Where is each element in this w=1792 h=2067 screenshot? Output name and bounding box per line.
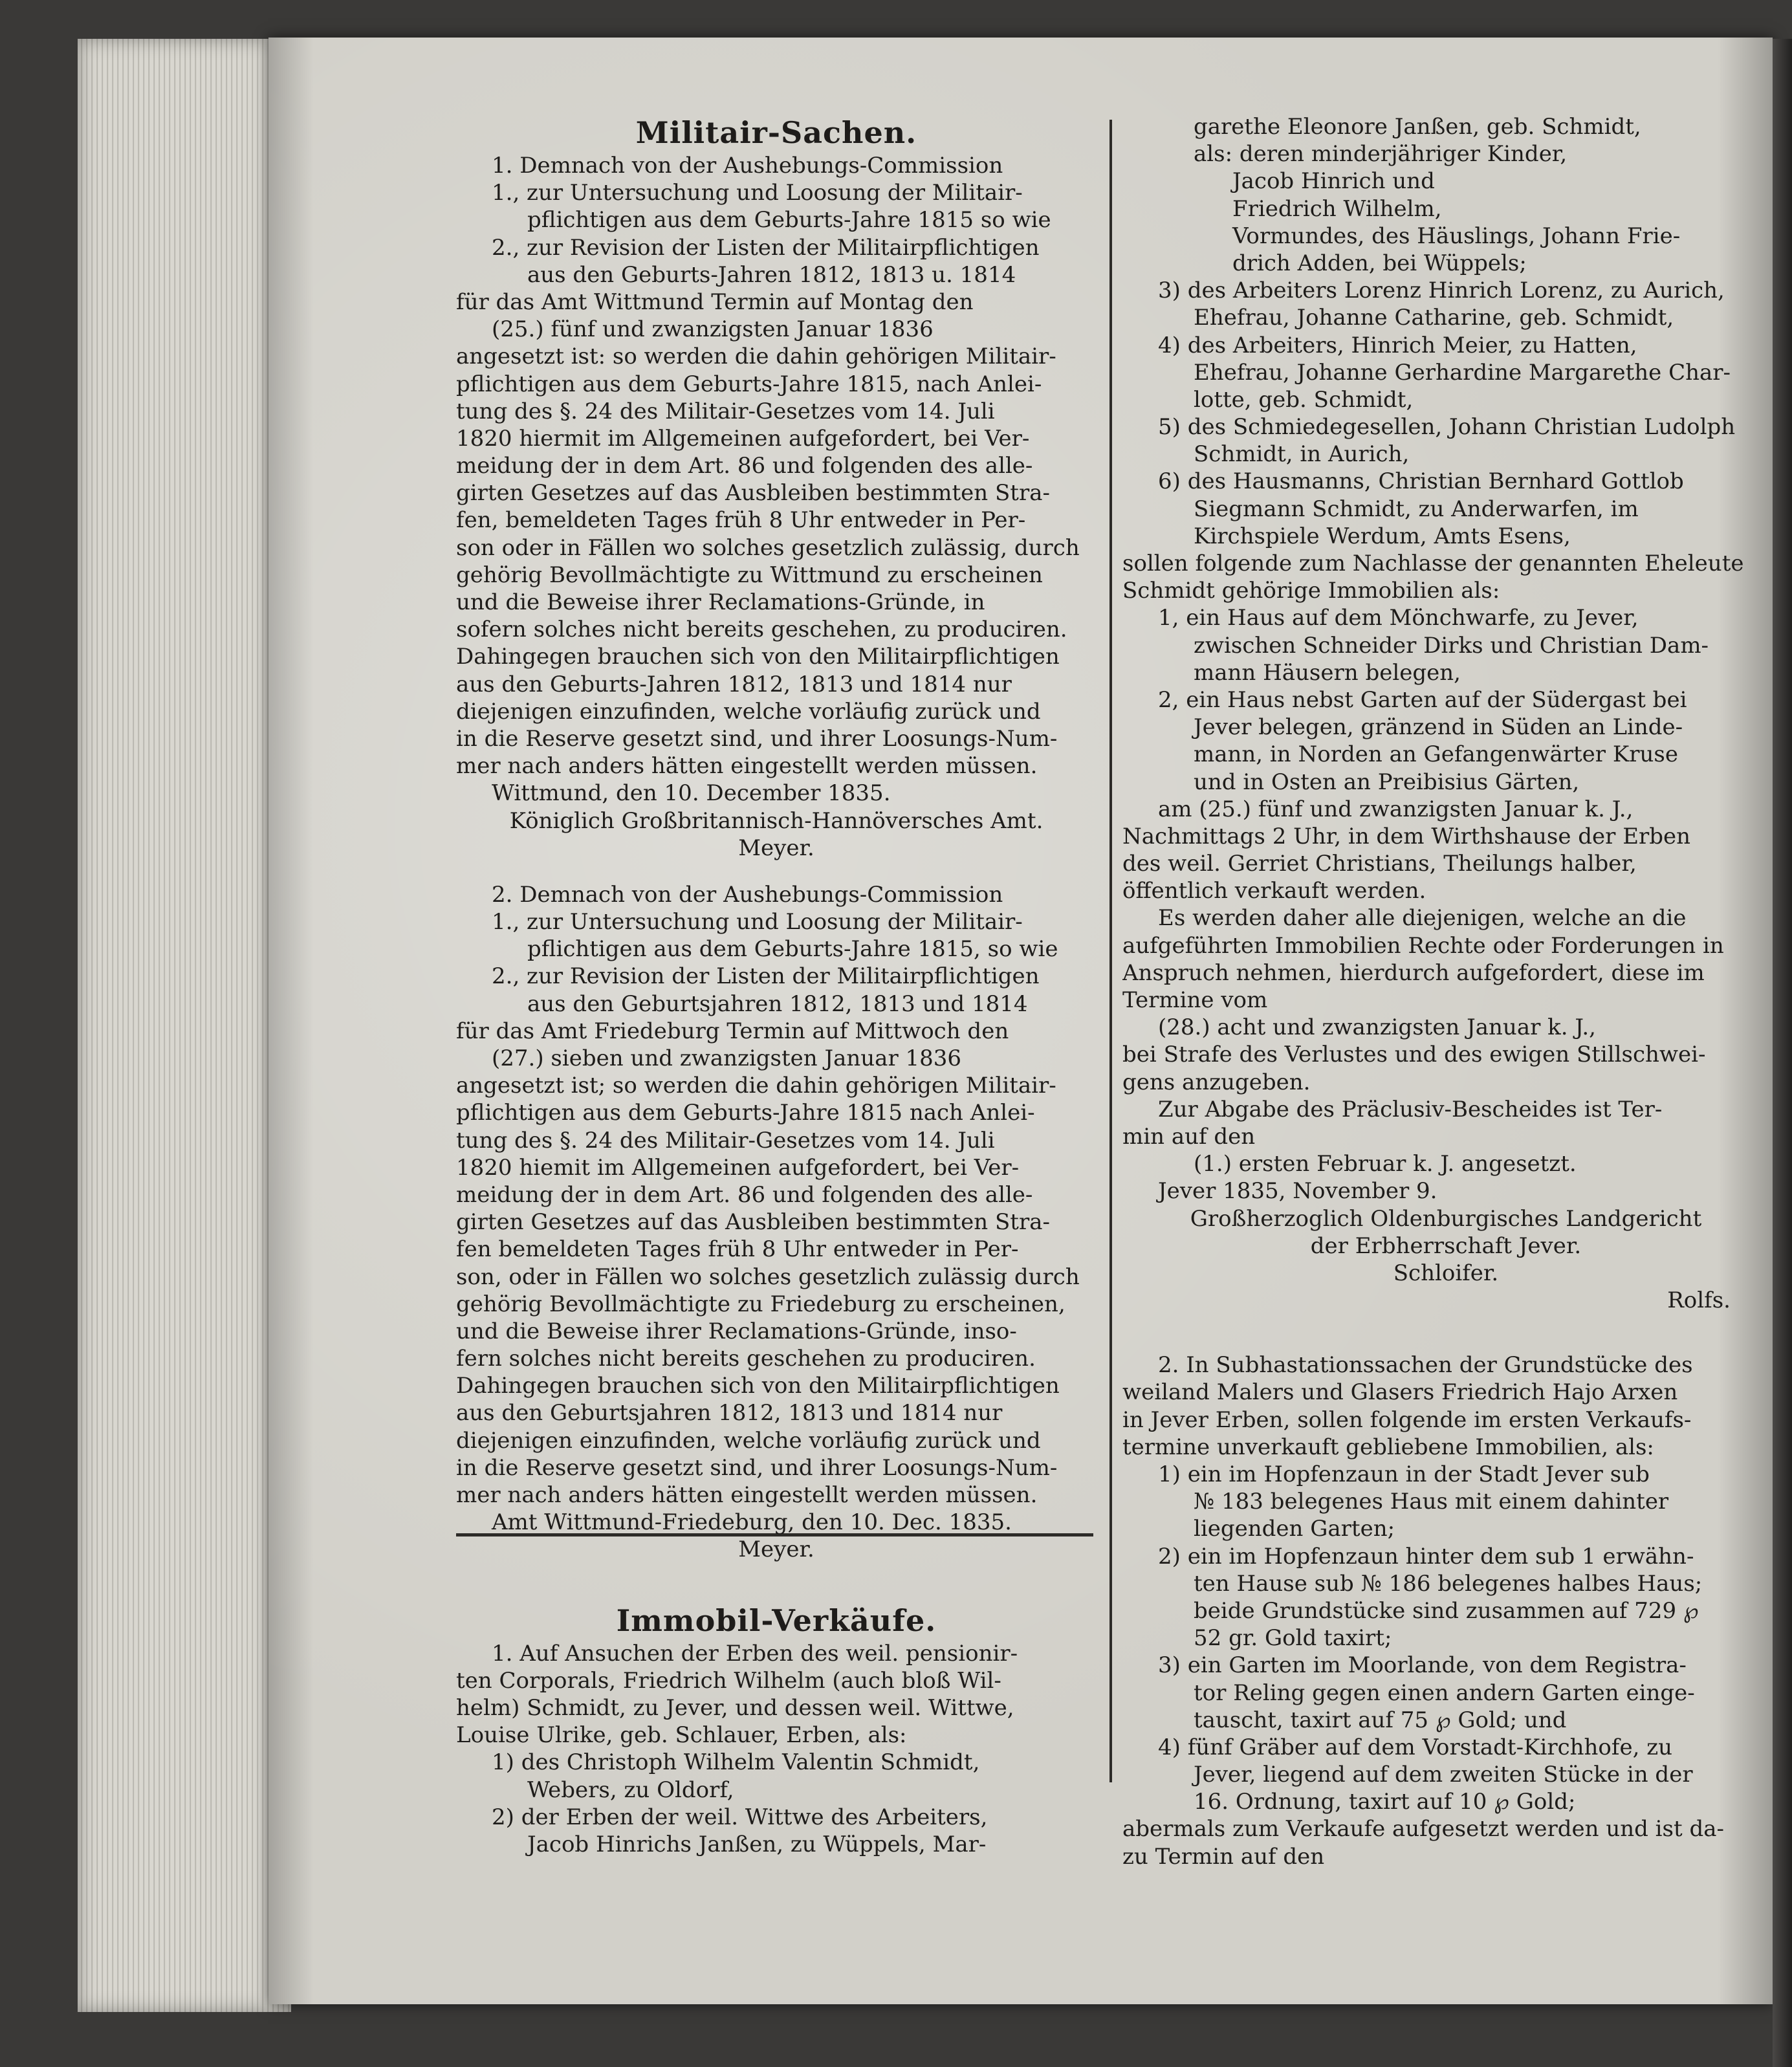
signature: Meyer. bbox=[738, 835, 814, 861]
militair-heading: Militair-Sachen. bbox=[635, 115, 917, 150]
text-line: mann, in Norden an Gefangenwärter Kruse bbox=[1194, 741, 1678, 768]
text-line: und die Beweise ihrer Reclamations-Gründe, in bbox=[456, 589, 985, 615]
spacer bbox=[1122, 1314, 1769, 1351]
text-line: beide Grundstücke sind zusammen auf 729 ℘ bbox=[1194, 1597, 1699, 1624]
text-line: Ehefrau, Johanne Catharine, geb. Schmidt, bbox=[1194, 305, 1674, 331]
text-line: gehörig Bevollmächtigte zu Wittmund zu erscheinen bbox=[456, 562, 1043, 588]
text-line: Termine vom bbox=[1122, 987, 1268, 1013]
text-line: und in Osten an Preibisius Gärten, bbox=[1194, 769, 1580, 795]
text-line: fen bemeldeten Tages früh 8 Uhr entweder in Per- bbox=[456, 1236, 1019, 1263]
text-line: garethe Eleonore Janßen, geb. Schmidt, bbox=[1194, 114, 1641, 140]
text-line: № 183 belegenes Haus mit einem dahinter bbox=[1194, 1489, 1669, 1515]
text-line: gens anzugeben. bbox=[1122, 1069, 1311, 1095]
spacer bbox=[456, 862, 1097, 881]
text-line: Siegmann Schmidt, zu Anderwarfen, im bbox=[1194, 496, 1639, 522]
text-line: 2. Demnach von der Aushebungs-Commission bbox=[492, 881, 1003, 908]
authority: Königlich Großbritannisch-Hannöversches Amt. bbox=[509, 807, 1044, 834]
text-line: gehörig Bevollmächtigte zu Friedeburg zu erscheinen, bbox=[456, 1291, 1065, 1317]
text-line: in Jever Erben, sollen folgende im ersten Verkaufs- bbox=[1122, 1406, 1692, 1433]
text-line: Schmidt, in Aurich, bbox=[1194, 441, 1410, 468]
text-line: 2) der Erben der weil. Wittwe des Arbeiters, bbox=[492, 1804, 988, 1830]
text-line: als: deren minderjähriger Kinder, bbox=[1194, 141, 1568, 168]
text-line: 6) des Hausmanns, Christian Bernhard Gottlob bbox=[1158, 468, 1684, 495]
text-line: fern solches nicht bereits geschehen zu produciren. bbox=[456, 1346, 1036, 1372]
text-line: Es werden daher alle diejenigen, welche an die bbox=[1158, 905, 1687, 932]
text-line: am (25.) fünf und zwanzigsten Januar k. J., bbox=[1158, 796, 1634, 822]
text-line: sofern solches nicht bereits geschehen, zu produciren. bbox=[456, 617, 1067, 643]
text-line: pflichtigen aus dem Geburts-Jahre 1815, so wie bbox=[527, 936, 1058, 963]
text-line: 1., zur Untersuchung und Loosung der Militair- bbox=[492, 180, 1023, 206]
text-line: zu Termin auf den bbox=[1122, 1843, 1325, 1870]
text-line: angesetzt ist; so werden die dahin gehörigen Militair- bbox=[456, 1073, 1056, 1099]
text-line: zwischen Schneider Dirks und Christian Dam- bbox=[1194, 632, 1709, 659]
text-line: Jever, liegend auf dem zweiten Stücke in der bbox=[1194, 1762, 1693, 1788]
text-line: öffentlich verkauft werden. bbox=[1122, 878, 1426, 904]
text-line: (28.) acht und zwanzigsten Januar k. J., bbox=[1158, 1014, 1596, 1041]
text-line: Vormundes, des Häuslings, Johann Frie- bbox=[1232, 223, 1681, 249]
text-line: 2. In Subhastationssachen der Grundstücke des bbox=[1158, 1352, 1693, 1379]
text-line: girten Gesetzes auf das Ausbleiben bestimmten Stra- bbox=[456, 1209, 1050, 1236]
place-date: Jever 1835, November 9. bbox=[1158, 1178, 1437, 1205]
text-line: Schmidt gehörige Immobilien als: bbox=[1122, 578, 1500, 604]
text-line: Dahingegen brauchen sich von den Militairpflichtigen bbox=[456, 1373, 1060, 1399]
text-line: mann Häusern belegen, bbox=[1194, 659, 1461, 686]
text-line: tauscht, taxirt auf 75 ℘ Gold; und bbox=[1194, 1707, 1567, 1733]
text-line: 1, ein Haus auf dem Mönchwarfe, zu Jever, bbox=[1158, 605, 1639, 631]
text-line: aufgeführten Immobilien Rechte oder Forderungen in bbox=[1122, 932, 1724, 959]
text-line: min auf den bbox=[1122, 1123, 1256, 1150]
text-line: des weil. Gerriet Christians, Theilungs halber, bbox=[1122, 851, 1637, 877]
text-line: tung des §. 24 des Militair-Gesetzes vom 14. Juli bbox=[456, 1127, 995, 1154]
text-line: 4) fünf Gräber auf dem Vorstadt-Kirchhofe, zu bbox=[1158, 1734, 1673, 1760]
text-line: Friedrich Wilhelm, bbox=[1232, 195, 1442, 222]
text-line: lotte, geb. Schmidt, bbox=[1194, 386, 1414, 413]
text-line: Dahingegen brauchen sich von den Militairpflichtigen bbox=[456, 644, 1060, 670]
text-line: Jever belegen, gränzend in Süden an Linde- bbox=[1194, 714, 1683, 741]
text-line: Kirchspiele Werdum, Amts Esens, bbox=[1194, 523, 1571, 549]
place-date: Wittmund, den 10. December 1835. bbox=[492, 780, 891, 807]
text-line: pflichtigen aus dem Geburts-Jahre 1815 so wie bbox=[527, 207, 1051, 234]
text-line: 3) ein Garten im Moorlande, von dem Registra- bbox=[1158, 1652, 1687, 1679]
text-line: für das Amt Friedeburg Termin auf Mittwoch den bbox=[456, 1018, 1009, 1044]
text-line: 1) ein im Hopfenzaun in der Stadt Jever sub bbox=[1158, 1461, 1650, 1487]
text-line: bei Strafe des Verlustes und des ewigen Stillschwei- bbox=[1122, 1042, 1706, 1068]
spacer bbox=[456, 1564, 1097, 1601]
text-line: 2., zur Revision der Listen der Militairpflichtigen bbox=[492, 234, 1040, 261]
text-line: pflichtigen aus dem Geburts-Jahre 1815, nach Anlei- bbox=[456, 371, 1042, 397]
text-line: diejenigen einzufinden, welche vorläufig zurück und bbox=[456, 1427, 1041, 1454]
gutter-shadow bbox=[1773, 39, 1792, 2067]
text-line: 16. Ordnung, taxirt auf 10 ℘ Gold; bbox=[1194, 1789, 1576, 1815]
text-line: in die Reserve gesetzt sind, und ihrer Loosungs-Num- bbox=[456, 1454, 1058, 1481]
text-line: 2) ein im Hopfenzaun hinter dem sub 1 erwähn- bbox=[1158, 1543, 1694, 1569]
text-line: Webers, zu Oldorf, bbox=[527, 1777, 734, 1803]
text-line: meidung der in dem Art. 86 und folgenden des alle- bbox=[456, 1181, 1033, 1208]
text-line: ten Corporals, Friedrich Wilhelm (auch bloß Wil- bbox=[456, 1667, 1001, 1694]
text-line: Jacob Hinrichs Janßen, zu Wüppels, Mar- bbox=[527, 1831, 987, 1857]
text-line: 4) des Arbeiters, Hinrich Meier, zu Hatten, bbox=[1158, 332, 1637, 358]
text-line: ten Hause sub № 186 belegenes halbes Haus; bbox=[1194, 1570, 1703, 1597]
text-line: drich Adden, bei Wüppels; bbox=[1232, 250, 1527, 276]
text-line: Zur Abgabe des Präclusiv-Bescheides ist Ter- bbox=[1158, 1096, 1663, 1122]
text-line: 52 gr. Gold taxirt; bbox=[1194, 1625, 1392, 1652]
text-line: Louise Ulrike, geb. Schlauer, Erben, als: bbox=[456, 1722, 907, 1749]
authority: Großherzoglich Oldenburgisches Landgericht bbox=[1190, 1205, 1702, 1232]
text-line: tung des §. 24 des Militair-Gesetzes vom 14. Juli bbox=[456, 398, 995, 424]
text-line: pflichtigen aus dem Geburts-Jahre 1815 nach Anlei- bbox=[456, 1100, 1035, 1126]
text-line: sollen folgende zum Nachlasse der genannten Eheleute bbox=[1122, 551, 1744, 576]
text-line: aus den Geburtsjahren 1812, 1813 und 1814 nur bbox=[456, 1400, 1003, 1427]
signature: Rolfs. bbox=[1667, 1287, 1731, 1314]
signature: Schloifer. bbox=[1393, 1260, 1499, 1286]
place-date: Amt Wittmund-Friedeburg, den 10. Dec. 1835. bbox=[492, 1509, 1012, 1536]
text-line: 1. Auf Ansuchen der Erben des weil. pensionir- bbox=[492, 1640, 1018, 1667]
text-line: meidung der in dem Art. 86 und folgenden des alle- bbox=[456, 453, 1033, 479]
text-line: angesetzt ist: so werden die dahin gehörigen Militair- bbox=[456, 344, 1056, 370]
text-line: für das Amt Wittmund Termin auf Montag den bbox=[456, 289, 974, 315]
text-line: son oder in Fällen wo solches gesetzlich zulässig, durch bbox=[456, 534, 1080, 561]
text-line: fen, bemeldeten Tages früh 8 Uhr entweder in Per- bbox=[456, 507, 1026, 534]
text-line: aus den Geburts-Jahren 1812, 1813 u. 1814 bbox=[527, 261, 1016, 288]
right-column bbox=[1122, 113, 1769, 1870]
text-line: und die Beweise ihrer Reclamations-Gründe, inso- bbox=[456, 1318, 1017, 1344]
immobil-heading: Immobil-Verkäufe. bbox=[616, 1602, 937, 1638]
text-line: 5) des Schmiedegesellen, Johann Christian Ludolph bbox=[1158, 414, 1736, 441]
text-line: aus den Geburtsjahren 1812, 1813 und 1814 bbox=[527, 990, 1028, 1017]
left-column bbox=[456, 113, 1097, 1858]
text-line: abermals zum Verkaufe aufgesetzt werden und ist da- bbox=[1122, 1816, 1725, 1843]
text-line: liegenden Garten; bbox=[1194, 1516, 1395, 1542]
text-line: weiland Malers und Glasers Friedrich Hajo Arxen bbox=[1122, 1379, 1678, 1406]
text-line: helm) Schmidt, zu Jever, und dessen weil. Wittwe, bbox=[456, 1694, 1014, 1721]
text-line: diejenigen einzufinden, welche vorläufig zurück und bbox=[456, 698, 1041, 725]
text-line: 1820 hiemit im Allgemeinen aufgefordert, bei Ver- bbox=[456, 1154, 1020, 1181]
text-line: 2., zur Revision der Listen der Militairpflichtigen bbox=[492, 963, 1040, 990]
authority: der Erbherrschaft Jever. bbox=[1310, 1232, 1582, 1259]
text-line: 2, ein Haus nebst Garten auf der Südergast bei bbox=[1158, 686, 1687, 713]
text-line: girten Gesetzes auf das Ausbleiben bestimmten Stra- bbox=[456, 480, 1050, 507]
text-line: (27.) sieben und zwanzigsten Januar 1836 bbox=[492, 1045, 962, 1071]
signature: Meyer. bbox=[738, 1537, 814, 1563]
text-line: tor Reling gegen einen andern Garten einge- bbox=[1194, 1679, 1695, 1706]
text-line: Ehefrau, Johanne Gerhardine Margarethe Char- bbox=[1194, 359, 1731, 386]
text-line: 1. Demnach von der Aushebungs-Commission bbox=[492, 153, 1003, 179]
text-line: mer nach anders hätten eingestellt werden müssen. bbox=[456, 753, 1038, 780]
text-line: in die Reserve gesetzt sind, und ihrer Loosungs-Num- bbox=[456, 725, 1058, 752]
text-line: 1) des Christoph Wilhelm Valentin Schmidt, bbox=[492, 1749, 980, 1776]
text-line: 1., zur Untersuchung und Loosung der Militair- bbox=[492, 909, 1023, 935]
text-line: Nachmittags 2 Uhr, in dem Wirthshause der Erben bbox=[1122, 823, 1691, 849]
column-divider bbox=[1109, 120, 1112, 1782]
text-line: (25.) fünf und zwanzigsten Januar 1836 bbox=[492, 316, 934, 343]
text-line: 3) des Arbeiters Lorenz Hinrich Lorenz, zu Aurich, bbox=[1158, 278, 1725, 304]
text-line: son, oder in Fällen wo solches gesetzlich zulässig durch bbox=[456, 1263, 1080, 1290]
text-line: Anspruch nehmen, hierdurch aufgefordert, diese im bbox=[1122, 959, 1705, 986]
text-line: Jacob Hinrich und bbox=[1232, 168, 1435, 195]
text-line: 1820 hiermit im Allgemeinen aufgefordert, bei Ver- bbox=[456, 425, 1030, 452]
text-line: termine unverkauft gebliebene Immobilien, als: bbox=[1122, 1434, 1654, 1460]
book-page-edges bbox=[78, 39, 291, 2012]
text-line: aus den Geburts-Jahren 1812, 1813 und 1814 nur bbox=[456, 671, 1012, 697]
text-line: (1.) ersten Februar k. J. angesetzt. bbox=[1194, 1151, 1577, 1177]
text-line: mer nach anders hätten eingestellt werden müssen. bbox=[456, 1482, 1038, 1508]
